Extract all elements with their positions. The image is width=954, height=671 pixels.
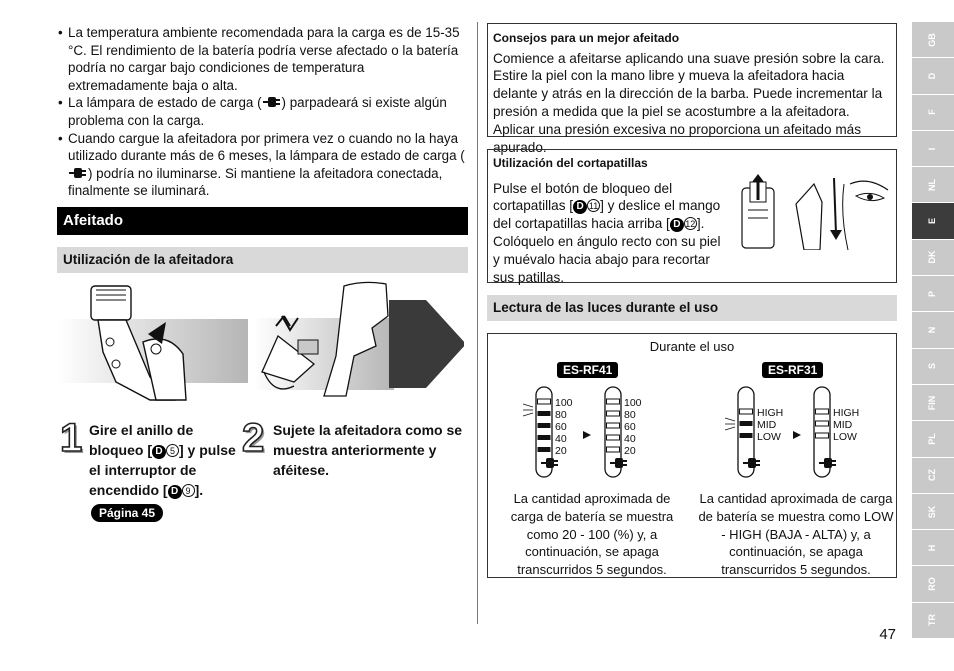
language-tab-cz[interactable] [912, 458, 954, 494]
part-number-badge: 5 [166, 444, 179, 457]
model-label-rf31: ES-RF31 [762, 362, 823, 378]
gauge-level-label: HIGH [757, 407, 784, 419]
language-tab-dk[interactable] [912, 240, 954, 276]
subsection-title-shaver-use: Utilización de la afeitadora [57, 247, 468, 273]
tips-title: Consejos para un mejor afeitado [493, 31, 680, 45]
gauge-level-label: 20 [555, 445, 567, 457]
part-number-badge: 9 [182, 484, 195, 497]
step-1-number: 1 [60, 416, 83, 460]
language-tab-label: DK [927, 250, 938, 264]
language-tab-label: RO [927, 577, 938, 591]
rf31-description: La cantidad aproximada de carga de batería se muestra como LOW - HIGH (BAJA - ALTA) y, a continuación, se apaga transcurridos 5 segundos. [698, 491, 894, 578]
language-tab-label: D [927, 72, 938, 80]
gauge-level-label: 80 [555, 409, 567, 421]
step-2-text: Sujete la afeitadora como se muestra anteriormente y aféitese. [273, 422, 463, 478]
d-figure-key: D [573, 200, 587, 214]
language-tab-f[interactable] [912, 95, 954, 131]
tips-box [487, 23, 897, 155]
language-tab-label: P [927, 290, 938, 297]
gauge-level-label: LOW [833, 431, 857, 443]
d-figure-key: D [152, 445, 166, 459]
language-tab-n[interactable] [912, 312, 954, 348]
trimmer-box [487, 149, 897, 283]
gauge-level-label: MID [757, 419, 777, 431]
column-divider [477, 22, 478, 624]
charge-plug-icon [818, 457, 838, 469]
language-tab-label: GB [927, 32, 938, 47]
gauge-level-label: 40 [624, 433, 636, 445]
language-tab-nl[interactable] [912, 167, 954, 203]
gauge-level-label: HIGH [833, 407, 860, 419]
charge-plug-icon [68, 167, 88, 179]
gauge-level-label: 100 [624, 397, 642, 409]
language-tab-e[interactable] [912, 203, 954, 239]
gauge-level-label: LOW [757, 431, 781, 443]
language-tab-fin[interactable] [912, 385, 954, 421]
language-tab-label: TR [927, 614, 938, 627]
step-2-number: 2 [242, 416, 265, 460]
charge-plug-icon [609, 457, 629, 469]
language-tab-d[interactable] [912, 58, 954, 94]
language-tab-h[interactable] [912, 530, 954, 566]
language-tab-label: SK [927, 505, 938, 518]
gauge-level-label: 60 [624, 421, 636, 433]
trimmer-title: Utilización del cortapatillas [493, 156, 648, 170]
language-tab-ro[interactable] [912, 566, 954, 602]
note-first-charge: • Cuando cargue la afeitadora por primera vez o cuando no la haya utilizado durante más de 6 meses, la lámpara de estado de carga () podría no iluminarse. Si mantiene la afeitadora conectada, finalmente se iluminará. [58, 130, 468, 200]
illustration-step1-hand-shaver [58, 282, 248, 402]
illustration-trimmer [738, 174, 894, 250]
gauge-level-label: MID [833, 419, 853, 431]
rf41-description: La cantidad aproximada de carga de batería se muestra como 20 - 100 (%) y, a continuación, se apaga transcurridos 5 segundos. [510, 491, 674, 578]
language-tab-label: PL [927, 433, 938, 445]
page-number: 47 [879, 626, 896, 643]
d-figure-key: D [670, 218, 684, 232]
language-tab-label: FIN [927, 395, 938, 410]
section-title-afeitado: Afeitado [57, 207, 468, 235]
language-tab-tr[interactable] [912, 603, 954, 639]
page-reference-link[interactable]: Página 45 [91, 504, 163, 522]
language-tab-s[interactable] [912, 349, 954, 385]
language-tab-label: F [927, 109, 938, 115]
note-temperature: • La temperatura ambiente recomendada para la carga es de 15-35 °C. El rendimiento de la batería podría verse afectado o la batería podría no cargar bajo condiciones de temperatura extremadamente baja o alta. [58, 24, 468, 94]
gauge-level-label: 60 [555, 421, 567, 433]
language-tab-label: CZ [927, 469, 938, 482]
language-tab-sk[interactable] [912, 494, 954, 530]
note-charge-lamp-blink: • La lámpara de estado de carga ( ) parpadeará si existe algún problema con la carga. [58, 94, 468, 129]
gauge-level-label: 80 [624, 409, 636, 421]
language-tab-pl[interactable] [912, 421, 954, 457]
step-1-text: Gire el anillo de bloqueo [ D 5 ] y pulse el interruptor de encendido [ D 9 ]. [89, 422, 236, 498]
language-tab-label: I [927, 147, 938, 150]
during-use-label: Durante el uso [649, 339, 735, 354]
language-tab-label: NL [927, 178, 938, 191]
language-tab-label: H [927, 544, 938, 552]
gauge-level-label: 20 [624, 445, 636, 457]
trimmer-text: Pulse el botón de bloqueo del cortapatillas [ D 11 ] y deslice el mango del cortapatillas hacia arriba [ D 12 ]. Colóquelo en ángulo recto con su piel y muévalo hacia abajo para recortar sus patillas. [493, 180, 721, 285]
part-number-badge: 12 [685, 219, 696, 230]
language-tab-label: E [927, 218, 938, 225]
language-tab-i[interactable] [912, 131, 954, 167]
tips-text: Comience a afeitarse aplicando una suave presión sobre la cara. Estire la piel con la mano libre y mueva la afeitadora hacia delante y atrás en la dirección de la barba. Puede incrementar la presión a medida que la piel se acostumbre a la afeitadora. Aplicar una presión excesiva no proporciona un afeitado más apurado. [493, 50, 885, 155]
charge-plug-icon [540, 457, 560, 469]
notes-list [58, 24, 468, 200]
subsection-title-lights: Lectura de las luces durante el uso [487, 295, 897, 321]
illustration-step2-face-shaving [254, 276, 464, 416]
d-figure-key: D [168, 485, 182, 499]
language-tab-label: N [927, 326, 938, 334]
gauge-level-label: 100 [555, 397, 573, 409]
language-tabs [912, 22, 954, 639]
gauge-level-label: 40 [555, 433, 567, 445]
language-tab-gb[interactable] [912, 22, 954, 58]
charge-plug-icon [262, 96, 282, 108]
model-label-rf41: ES-RF41 [557, 362, 618, 378]
charge-plug-icon [742, 457, 762, 469]
part-number-badge: 11 [588, 201, 599, 212]
language-tab-label: S [927, 363, 938, 370]
language-tab-p[interactable] [912, 276, 954, 312]
lights-box [487, 333, 897, 578]
